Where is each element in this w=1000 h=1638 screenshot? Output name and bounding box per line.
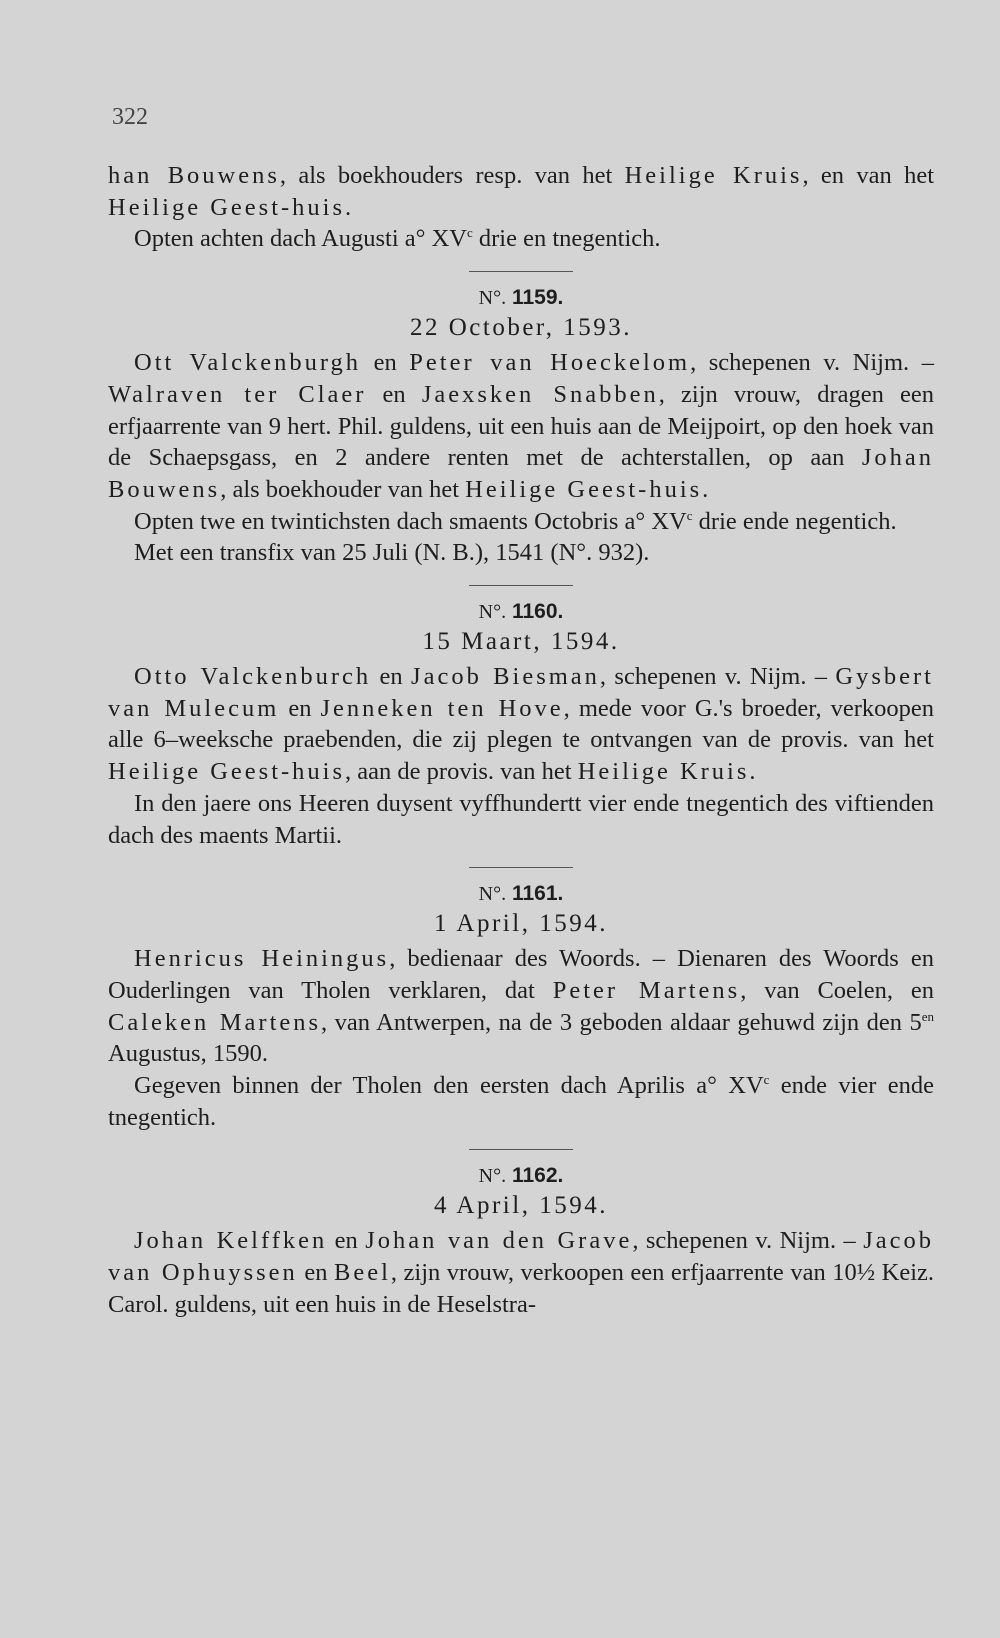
text-run: drie en tnegentich.	[472, 225, 661, 253]
spaced-name: Gysbert van Mulecum	[108, 663, 934, 722]
entry-paragraph	[108, 1225, 934, 1320]
text-run: en	[297, 1259, 334, 1287]
entry-paragraph	[108, 160, 934, 223]
entry-date: 22 October, 1593.	[409, 314, 633, 342]
spaced-name: Johan Kelffken	[134, 1227, 328, 1255]
spaced-name: Jaexsken Snabben	[421, 380, 659, 408]
text-run: Opten twe en twintichsten dach smaents Octobris a° XV	[134, 507, 687, 535]
page-content	[108, 160, 934, 1321]
superscript: c	[763, 1071, 770, 1087]
entry-paragraph	[108, 943, 934, 1070]
spaced-name: Jacob Biesman	[411, 663, 600, 691]
spaced-name: Heilige Geest-huis	[465, 475, 703, 503]
text-run: Opten achten dach Augusti a° XV	[134, 225, 467, 253]
spaced-name: Beel	[333, 1259, 391, 1287]
document-entry	[108, 1149, 934, 1320]
text-run: drie ende negentich.	[692, 507, 897, 535]
superscript: en	[921, 1008, 935, 1024]
spaced-name: Johan van den Grave	[365, 1227, 633, 1255]
spaced-name: Caleken Martens	[108, 1008, 322, 1036]
entry-paragraph	[108, 661, 934, 788]
spaced-name: Heilige Kruis	[577, 758, 750, 786]
section-divider	[469, 1149, 573, 1150]
entry-number-value: 1160.	[511, 600, 564, 624]
entry-number-label: N°.	[478, 883, 507, 906]
page-number: 322	[112, 104, 148, 130]
text-run: , van Antwerpen, na de 3 geboden aldaar gehuwd zijn den 5	[321, 1008, 922, 1036]
text-run: en	[366, 380, 422, 408]
text-run: .	[702, 475, 709, 503]
entry-number-value: 1161.	[511, 882, 564, 906]
entry-date: 4 April, 1594.	[434, 1192, 608, 1220]
spaced-name: Johan Bouwens	[108, 444, 934, 503]
text-run: , als boekhouders resp. van het	[279, 162, 625, 189]
document-entry	[108, 271, 934, 569]
spaced-name: Otto Valckenburch	[134, 663, 372, 691]
text-run: , schepenen v. Nijm. –	[632, 1227, 864, 1255]
entry-paragraph	[108, 347, 934, 506]
entry-number-label: N°.	[478, 601, 507, 624]
text-run: , zijn vrouw, verkoopen een erfjaarrente van 10½ Keiz. Carol. guldens, uit een huis in de Heselstra-	[108, 1259, 935, 1318]
text-run: en	[361, 349, 410, 377]
text-run: Met een transfix van 25 Juli (N. B.), 1541 (N°. 932).	[134, 539, 650, 567]
entry-number	[108, 599, 934, 625]
section-divider	[469, 271, 573, 272]
text-run: , aan de provis. van het	[345, 758, 578, 786]
entry-number-value: 1162.	[511, 1164, 564, 1188]
entry-number	[108, 1163, 934, 1189]
document-entry	[108, 867, 934, 1133]
spaced-name: Walraven ter Claer	[108, 380, 367, 408]
spaced-name: Heilige Kruis	[624, 162, 803, 189]
superscript: c	[466, 225, 473, 241]
spaced-name: Henricus Heiningus	[134, 945, 390, 973]
text-run: .	[345, 193, 352, 221]
superscript: c	[686, 507, 693, 523]
entry-paragraph	[108, 537, 934, 569]
entry-number	[108, 881, 934, 907]
document-entry	[108, 585, 934, 851]
spaced-name: Peter van Hoeckelom	[409, 349, 691, 377]
spaced-name: han Bouwens	[108, 162, 280, 189]
text-run: , bedienaar des Woords. – Dienaren des Woords en Ouderlingen van Tholen verklaren, dat	[108, 945, 934, 1004]
text-run: , als boekhouder van het	[220, 475, 466, 503]
spaced-name: Jacob van Ophuyssen	[108, 1227, 934, 1287]
entry-paragraph	[108, 223, 934, 255]
entry-number-label: N°.	[478, 287, 507, 310]
text-run: ende vier ende tnegentich.	[108, 1072, 934, 1131]
text-run: , van Coelen, en	[740, 976, 934, 1004]
entry-date: 1 April, 1594.	[434, 910, 608, 938]
spaced-name: Jenneken ten Hove	[320, 694, 564, 722]
text-run: , zijn vrouw, dragen een erfjaarrente van 9 hert. Phil. guldens, uit een huis aan de Meijpoirt, op den hoek van de Schaepsgass, en 2 andere renten met de achterstallen, op aan	[108, 380, 934, 472]
entry-date: 15 Maart, 1594.	[422, 628, 620, 656]
entry-number-value: 1159.	[511, 286, 564, 310]
document-entry	[108, 160, 934, 255]
entry-paragraph	[108, 1070, 934, 1133]
text-run: Gegeven binnen der Tholen den eersten dach Aprilis a° XV	[134, 1072, 764, 1100]
text-run: en	[279, 694, 321, 722]
entry-number	[108, 285, 934, 311]
spaced-name: Ott Valckenburgh	[134, 349, 362, 377]
section-divider	[469, 867, 573, 868]
text-run: en	[327, 1227, 366, 1255]
entry-paragraph	[108, 506, 934, 538]
spaced-name: Heilige Geest-huis	[108, 758, 346, 786]
text-run: In den jaere ons Heeren duysent vyffhundertt vier ende tnegentich des viftienden dach des maents Martii.	[108, 789, 934, 849]
entry-number-label: N°.	[478, 1165, 507, 1188]
text-run: en	[371, 663, 412, 691]
section-divider	[469, 585, 573, 586]
spaced-name: Heilige Geest-huis	[108, 193, 346, 221]
text-run: , en van het	[802, 162, 934, 189]
text-run: Augustus, 1590.	[108, 1040, 268, 1068]
text-run: .	[749, 758, 756, 786]
text-run: , schepenen v. Nijm. –	[599, 663, 836, 691]
entry-paragraph	[108, 788, 934, 851]
spaced-name: Peter Martens	[552, 976, 741, 1004]
text-run: , mede voor G.'s broeder, verkoopen alle 6–weeksche praebenden, die zij plegen te ontvangen van de provis. van het	[108, 694, 934, 754]
text-run: , schepenen v. Nijm. –	[690, 349, 934, 377]
